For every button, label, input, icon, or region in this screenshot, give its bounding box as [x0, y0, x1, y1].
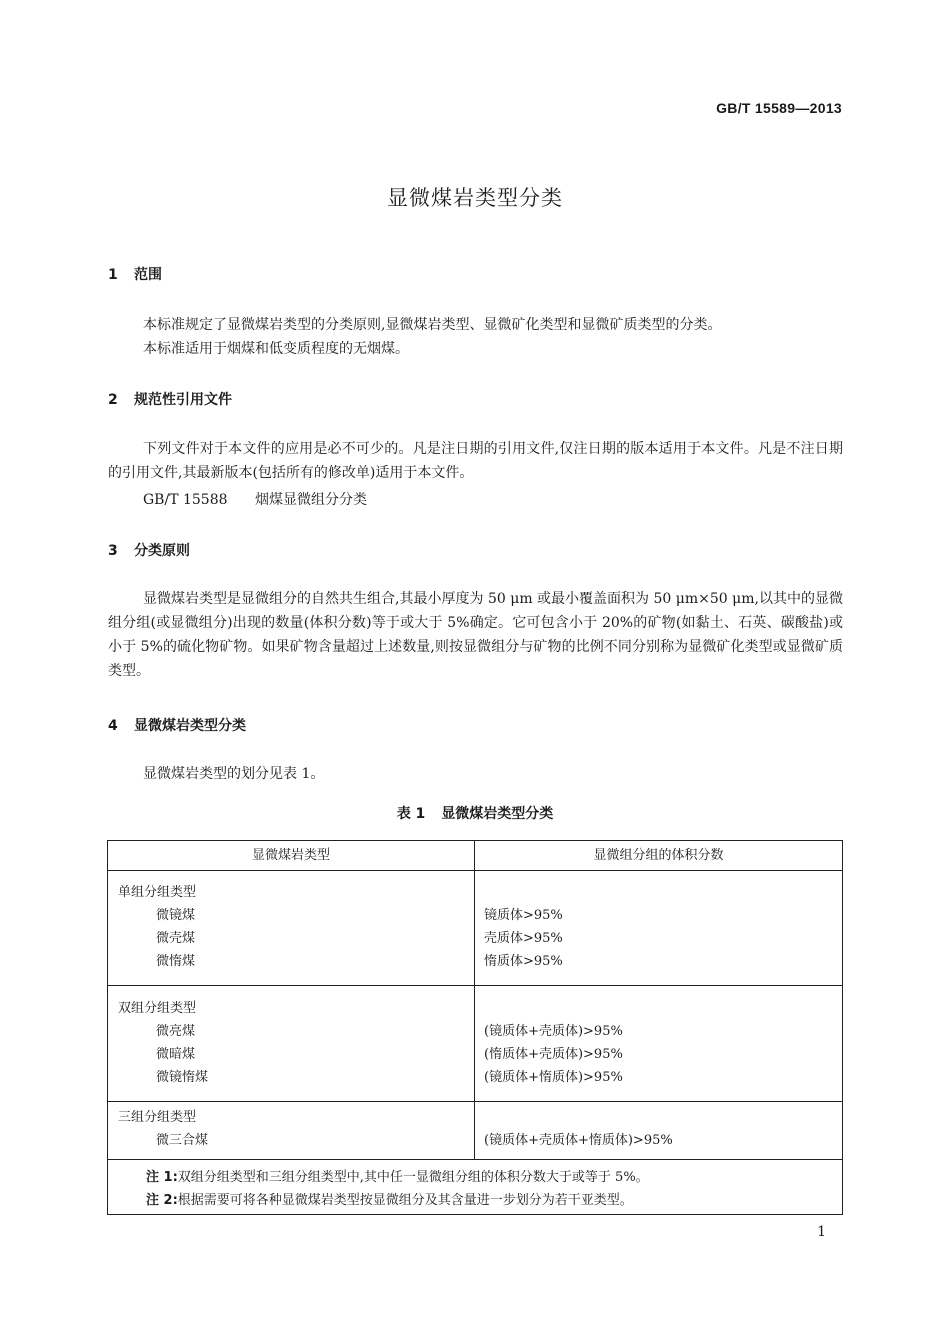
table-note-1: [146, 1166, 649, 1185]
section-1-body: [108, 313, 843, 361]
standard-number: GB/T 15589—2013: [716, 100, 842, 116]
section-title: 范围: [134, 267, 162, 283]
row-divider: [108, 985, 842, 986]
row-divider: [108, 870, 842, 871]
section-4-heading: [108, 715, 246, 735]
table-row-value: 壳质体>95%: [484, 931, 563, 946]
table-row-value: 镜质体>95%: [484, 908, 563, 923]
table-row-type: 微暗煤: [156, 1047, 196, 1062]
table-row-value: (镜质体+惰质体)>95%: [484, 1070, 623, 1085]
note-text: 双组分组类型和三组分组类型中,其中任一显微组分组的体积分数大于或等于 5%。: [177, 1170, 649, 1185]
note-text: 根据需要可将各种显微煤岩类型按显微组分及其含量进一步划分为若干亚类型。: [177, 1193, 633, 1208]
group-name: 单组分组类型: [118, 885, 197, 900]
paragraph: 显微煤岩类型是显微组分的自然共生组合,其最小厚度为 50 μm 或最小覆盖面积为 50 μm×50 μm,以其中的显微组分组(或显微组分)出现的数量(体积分数)等于或大于 5%确定。它可包含小于 20%的矿物(如黏土、石英、碳酸盐)或小于 5%的硫化物矿物。如果矿物含量超过上述数量,则按显微组分与矿物的比例不同分别称为显微矿化类型或显微矿质类型。: [108, 591, 843, 679]
table-note-2: [146, 1189, 633, 1208]
table-row-value: (镜质体+壳质体+惰质体)>95%: [484, 1133, 673, 1148]
table-row-type: 微壳煤: [156, 931, 196, 946]
paragraph: 下列文件对于本文件的应用是必不可少的。凡是注日期的引用文件,仅注日期的版本适用于本文件。凡是不注日期的引用文件,其最新版本(包括所有的修改单)适用于本文件。: [108, 441, 843, 481]
table-title: 显微煤岩类型分类: [441, 806, 554, 822]
normative-reference: [143, 489, 367, 509]
section-number: 4: [108, 718, 118, 734]
table-group-double-values: [484, 1020, 623, 1089]
note-label: 注 1:: [146, 1170, 178, 1185]
table-group-single-values: [484, 904, 563, 973]
table-row-type: 微三合煤: [156, 1133, 209, 1148]
table-header-type: 显微煤岩类型: [251, 848, 330, 863]
table-row-type: 微惰煤: [156, 954, 196, 969]
paragraph: 显微煤岩类型的划分见表 1。: [143, 766, 325, 782]
table-row-type: 微镜惰煤: [156, 1070, 209, 1085]
page-number: 1: [817, 1224, 826, 1240]
section-number: 2: [108, 392, 118, 408]
section-3-body: [108, 587, 843, 683]
table-group-triple: [118, 1106, 208, 1152]
note-label: 注 2:: [146, 1193, 178, 1208]
section-title: 显微煤岩类型分类: [134, 718, 246, 734]
table-group-triple-values: [484, 1129, 673, 1152]
section-1-heading: [108, 264, 162, 284]
table-row-value: (镜质体+壳质体)>95%: [484, 1024, 623, 1039]
section-number: 1: [108, 267, 118, 283]
section-2-body: [108, 437, 843, 485]
document-title: 显微煤岩类型分类: [387, 186, 563, 210]
table-group-double: [118, 997, 208, 1089]
reference-title: 烟煤显微组分分类: [255, 492, 367, 508]
section-title: 规范性引用文件: [134, 392, 232, 408]
section-title: 分类原则: [134, 543, 190, 559]
table-row-type: 微镜煤: [156, 908, 196, 923]
table-group-single: [118, 881, 196, 973]
table-caption: [0, 803, 950, 823]
classification-table: [107, 840, 843, 1215]
paragraph: 本标准适用于烟煤和低变质程度的无烟煤。: [143, 341, 409, 357]
table-row-value: (惰质体+壳质体)>95%: [484, 1047, 623, 1062]
group-name: 三组分组类型: [118, 1110, 197, 1125]
table-row-value: 惰质体>95%: [484, 954, 563, 969]
row-divider: [108, 1101, 842, 1102]
section-3-heading: [108, 540, 190, 560]
group-name: 双组分组类型: [118, 1001, 197, 1016]
paragraph: 本标准规定了显微煤岩类型的分类原则,显微煤岩类型、显微矿化类型和显微矿质类型的分类。: [143, 317, 722, 333]
column-divider: [474, 841, 475, 1159]
section-4-body: [108, 762, 843, 786]
table-row-type: 微亮煤: [156, 1024, 196, 1039]
table-header-volume-fraction: 显微组分组的体积分数: [593, 848, 724, 863]
section-2-heading: [108, 389, 232, 409]
reference-code: GB/T 15588: [143, 492, 228, 508]
row-divider: [108, 1159, 842, 1160]
section-number: 3: [108, 543, 118, 559]
table-number: 表 1: [396, 806, 426, 822]
